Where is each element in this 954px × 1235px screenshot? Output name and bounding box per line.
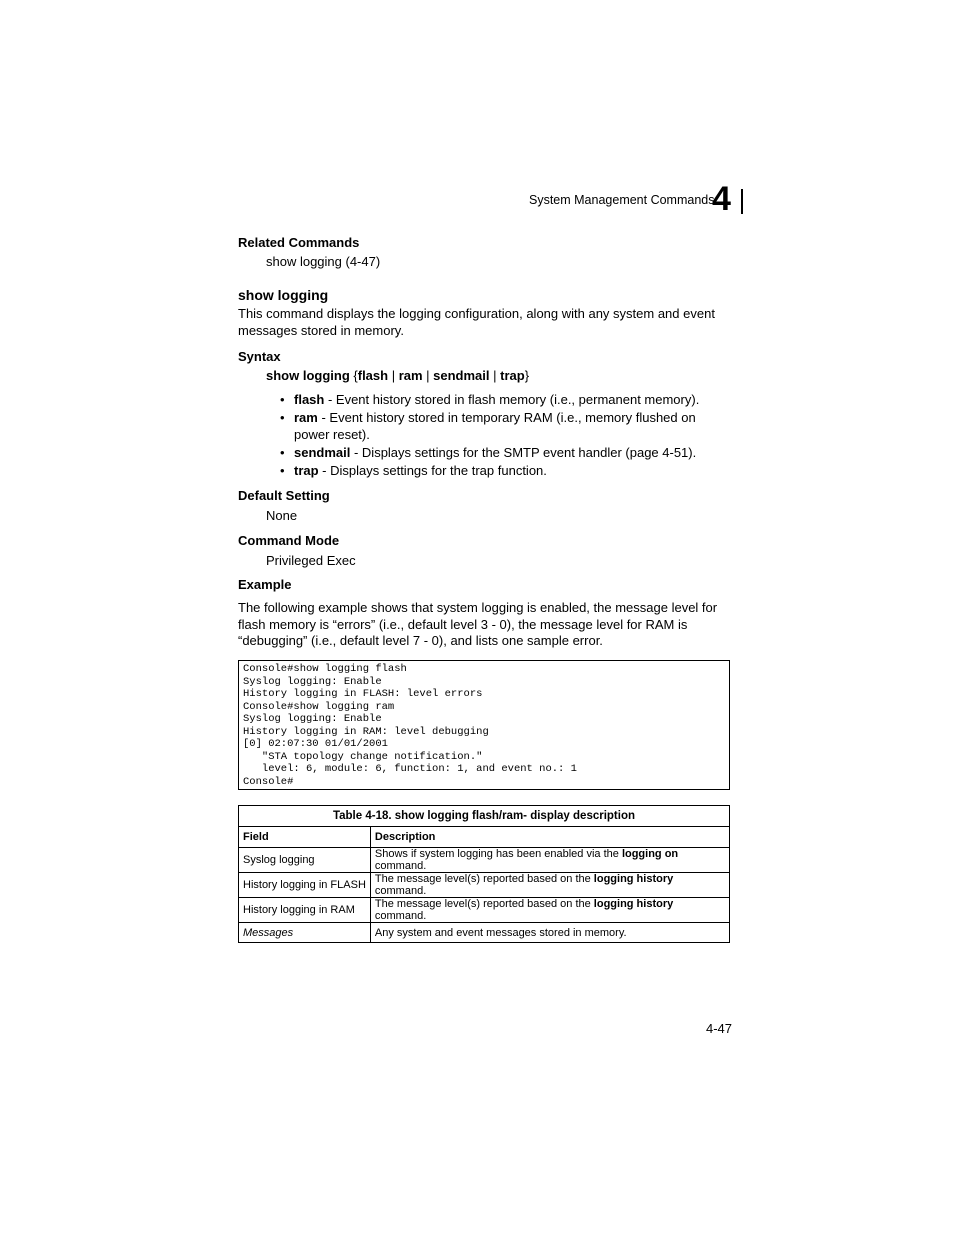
description-text: command. (374, 910, 427, 922)
description-command: logging on (621, 848, 679, 860)
description-text: Any system and event messages stored in memory. (374, 926, 627, 939)
syntax-separator: | (422, 368, 434, 383)
list-item (280, 462, 730, 479)
example-description: The following example shows that system logging is enabled, the message level for flash memory is “errors” (i.e., default level 3 - 0), the message level for RAM is “debugging” (i.e., default level 7 - 0), and lists one sample error. (238, 600, 718, 648)
code-line: Syslog logging: Enable (243, 675, 382, 688)
command-mode-text: Privileged Exec (266, 553, 356, 568)
chapter-number: 4 (712, 180, 731, 218)
option-text: - Event history stored in temporary RAM (i.e., memory flushed on power reset). (294, 410, 696, 442)
description-cell (370, 923, 729, 943)
field-cell: History logging in RAM (239, 898, 371, 923)
syntax-option-sendmail: sendmail (433, 368, 490, 383)
description-cell (370, 873, 729, 898)
syntax-option-ram: ram (398, 368, 423, 383)
default-setting-text: None (266, 508, 298, 523)
table-row (239, 923, 730, 943)
table-header-row (239, 827, 730, 848)
table-row (239, 873, 730, 898)
code-line: Console# (243, 775, 294, 788)
code-line: [0] 02:07:30 01/01/2001 (243, 738, 388, 750)
column-header-description: Description (370, 827, 729, 848)
field-cell: Messages (239, 923, 371, 943)
chapter-divider (741, 189, 743, 214)
code-line: Syslog logging: Enable (243, 713, 382, 725)
option-text: - Displays settings for the SMTP event handler (page 4-51). (350, 445, 697, 460)
syntax-brace-open: { (349, 368, 358, 383)
description-command: logging history (593, 898, 674, 910)
code-line: level: 6, module: 6, function: 1, and event no.: 1 (243, 763, 577, 775)
description-text: The message level(s) reported based on the (374, 898, 594, 910)
description-text: command. (374, 885, 427, 897)
list-item (280, 391, 730, 408)
description-text: The message level(s) reported based on the (374, 873, 594, 885)
syntax-heading: Syntax (238, 349, 281, 364)
description-command: logging history (593, 873, 674, 885)
syntax-separator: | (489, 368, 501, 383)
description-text: command. (374, 860, 427, 872)
table-caption: Table 4-18. show logging flash/ram- display description (239, 806, 730, 827)
running-header: System Management Commands (529, 193, 715, 207)
default-setting-heading: Default Setting (238, 488, 330, 503)
example-heading: Example (238, 577, 292, 592)
description-cell (370, 848, 729, 873)
option-text: - Event history stored in flash memory (i.e., permanent memory). (324, 392, 700, 407)
table-row (239, 848, 730, 873)
option-term: sendmail (294, 445, 351, 460)
code-line: "STA topology change notification." (243, 750, 483, 763)
command-description: This command displays the logging configuration, along with any system and event messages stored in memory. (238, 306, 715, 338)
related-commands-heading: Related Commands (238, 235, 360, 250)
description-table (238, 805, 730, 943)
syntax-option-flash: flash (357, 368, 389, 383)
syntax-command: show logging (266, 368, 350, 383)
code-line: History logging in RAM: level debugging (243, 725, 489, 738)
syntax-line (266, 368, 529, 383)
list-item (280, 444, 730, 461)
option-term: ram (294, 410, 318, 425)
option-term: flash (294, 392, 325, 407)
list-item (280, 409, 730, 443)
field-cell: History logging in FLASH (239, 873, 371, 898)
column-header-field: Field (239, 827, 371, 848)
page-number: 4-47 (706, 1021, 733, 1036)
table-row (239, 898, 730, 923)
field-cell: Syslog logging (239, 848, 371, 873)
command-mode-heading: Command Mode (238, 533, 340, 548)
command-title: show logging (238, 287, 329, 303)
syntax-brace-close: } (524, 368, 530, 383)
description-cell (370, 898, 729, 923)
description-text: Shows if system logging has been enabled via the (374, 848, 622, 860)
code-line: Console#show logging ram (243, 700, 395, 713)
option-text: - Displays settings for the trap function. (318, 463, 547, 478)
code-line: Console#show logging flash (243, 663, 407, 675)
code-line: History logging in FLASH: level errors (243, 688, 483, 700)
syntax-option-trap: trap (500, 368, 525, 383)
syntax-options-list (280, 391, 730, 480)
related-commands-text: show logging (4-47) (266, 254, 381, 269)
code-example (238, 660, 730, 790)
option-term: trap (294, 463, 319, 478)
syntax-separator: | (388, 368, 399, 383)
